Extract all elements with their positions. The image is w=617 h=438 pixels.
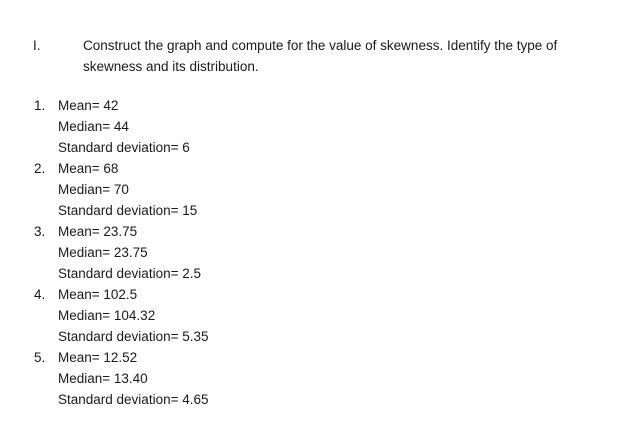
problem-median: Median= 23.75 [58, 245, 148, 260]
problem-number: 5. [34, 350, 46, 365]
problem-median: Median= 44 [58, 119, 129, 134]
section-instruction: Construct the graph and compute for the value of skewness. Identify the type of skewness and its distribution. [83, 38, 558, 74]
problem-standard-deviation: Standard deviation= 4.65 [58, 392, 209, 407]
problem-sd-line [34, 137, 554, 158]
problem-mean: Mean= 12.52 [58, 350, 138, 365]
problem-mean-line [34, 95, 554, 116]
problem-median-line [34, 179, 554, 200]
problem-standard-deviation: Standard deviation= 2.5 [58, 266, 201, 281]
problem-item [34, 347, 554, 410]
problem-number: 4. [34, 287, 46, 302]
problem-mean-line [34, 158, 554, 179]
problem-sd-line [34, 200, 554, 221]
problem-item [34, 158, 554, 221]
problem-mean: Mean= 42 [58, 98, 119, 113]
problem-standard-deviation: Standard deviation= 5.35 [58, 329, 209, 344]
problem-number: 2. [34, 161, 46, 176]
problem-median-line [34, 242, 554, 263]
problem-number: 1. [34, 98, 46, 113]
problem-mean: Mean= 102.5 [58, 287, 138, 302]
problem-standard-deviation: Standard deviation= 15 [58, 203, 198, 218]
problem-number: 3. [34, 224, 46, 239]
problem-sd-line [34, 326, 554, 347]
problem-mean: Mean= 23.75 [58, 224, 138, 239]
problem-median-line [34, 116, 554, 137]
problem-mean-line [34, 284, 554, 305]
problem-item [34, 284, 554, 347]
problem-sd-line [34, 263, 554, 284]
section-numeral: I. [33, 38, 41, 53]
problem-item [34, 221, 554, 284]
problem-median: Median= 13.40 [58, 371, 148, 386]
problem-median: Median= 104.32 [58, 308, 156, 323]
problem-mean-line [34, 347, 554, 368]
problem-mean: Mean= 68 [58, 161, 119, 176]
problem-standard-deviation: Standard deviation= 6 [58, 140, 190, 155]
problem-item [34, 95, 554, 158]
problem-median-line [34, 368, 554, 389]
problem-median: Median= 70 [58, 182, 129, 197]
problem-median-line [34, 305, 554, 326]
problem-sd-line [34, 389, 554, 410]
problem-mean-line [34, 221, 554, 242]
